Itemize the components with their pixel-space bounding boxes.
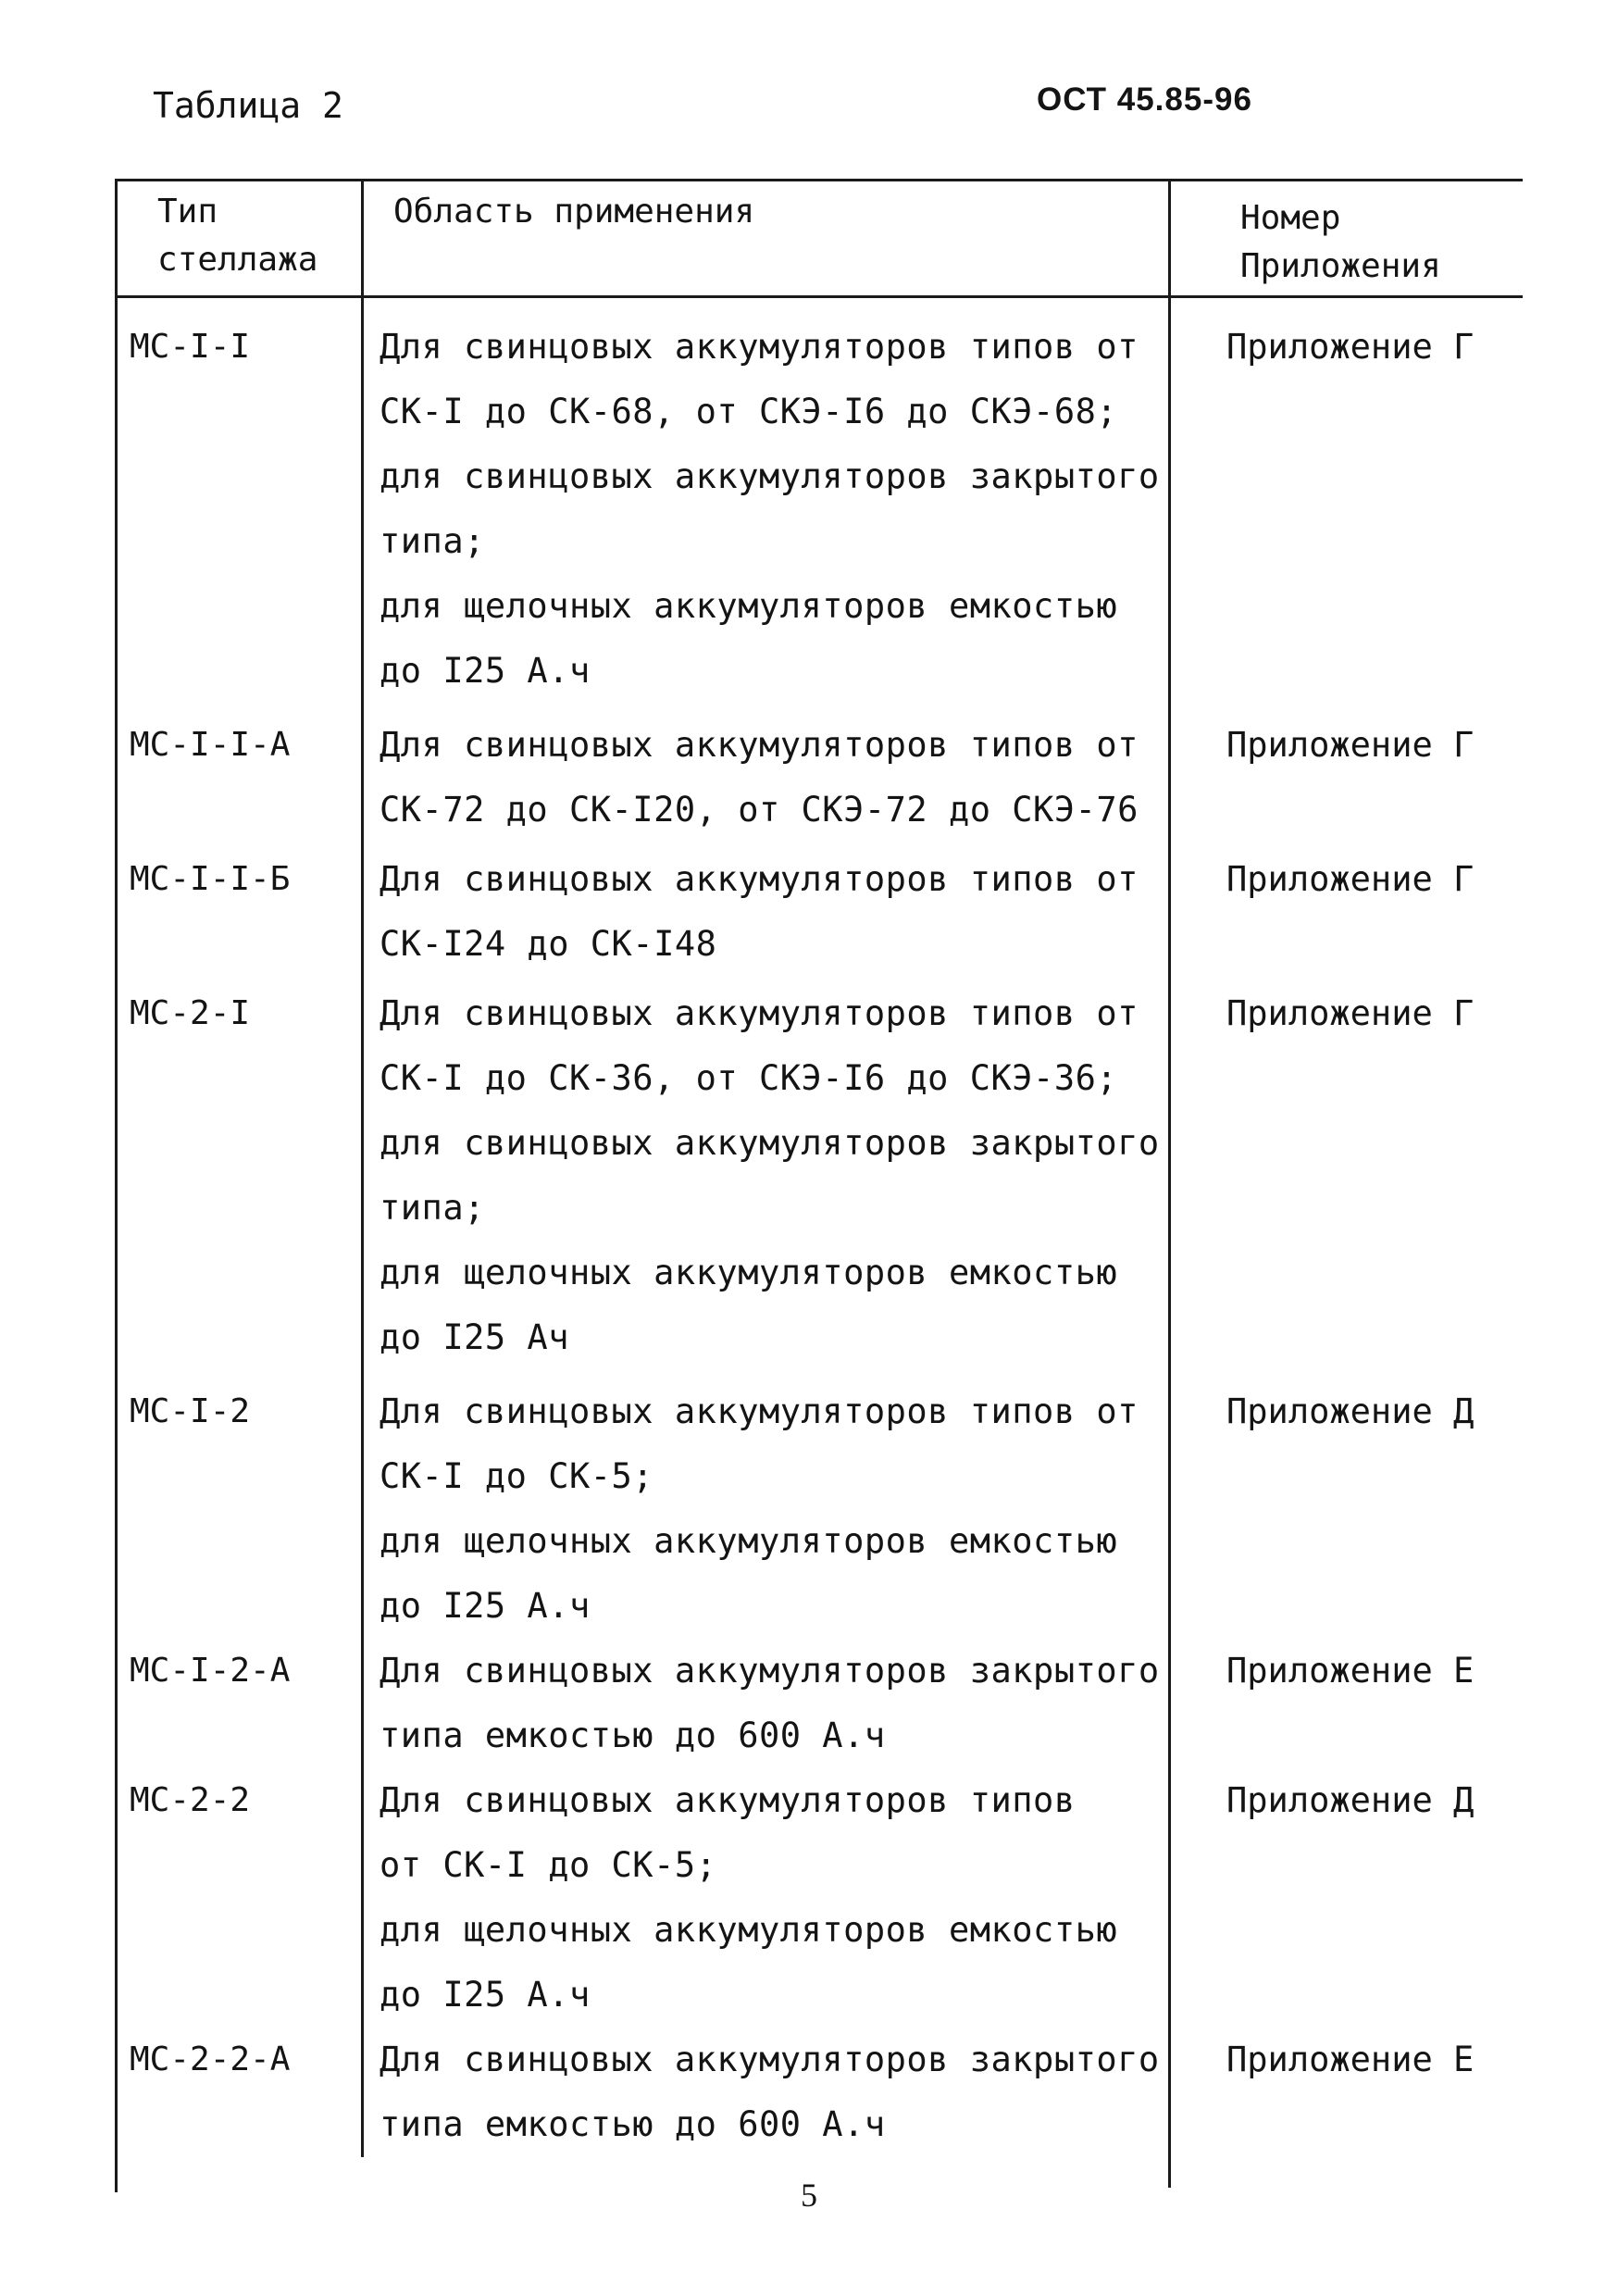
column-header-appendix: Номер Приложения <box>1240 199 1441 285</box>
table-top-rule <box>115 179 1523 181</box>
application-cell <box>380 1379 1139 1639</box>
application-line: Для свинцовых аккумуляторов закрытого <box>380 1651 1160 1691</box>
application-line: для щелочных аккумуляторов емкостью <box>380 586 1118 626</box>
application-line: для щелочных аккумуляторов емкостью <box>380 1253 1118 1292</box>
table-header-rule <box>115 295 1523 298</box>
application-line: до I25 А.ч <box>380 1975 591 2015</box>
application-line: для свинцовых аккумуляторов закрытого <box>380 1123 1160 1163</box>
application-line: Для свинцовых аккумуляторов типов от <box>380 327 1139 367</box>
appendix-cell: Приложение Г <box>1226 993 1475 1033</box>
application-line: СК-I до СК-36, от СКЭ-I6 до СКЭ-36; <box>380 1058 1118 1098</box>
application-line: Для свинцовых аккумуляторов типов от <box>380 859 1139 899</box>
rack-type-cell: МС-2-2 <box>130 1781 251 1819</box>
application-line: СК-72 до СК-I20, от СКЭ-72 до СКЭ-76 <box>380 790 1139 830</box>
appendix-cell: Приложение Г <box>1226 327 1475 367</box>
column-divider-2 <box>1168 179 1171 2188</box>
application-cell <box>380 981 1160 1370</box>
application-line: СК-I до СК-5; <box>380 1456 654 1496</box>
application-line: до I25 А.ч <box>380 1586 591 1626</box>
application-line: типа; <box>380 1188 485 1228</box>
appendix-cell: Приложение Е <box>1226 2040 1475 2079</box>
application-cell <box>380 713 1139 842</box>
application-line: для свинцовых аккумуляторов закрытого <box>380 456 1160 496</box>
application-line: до I25 А.ч <box>380 651 591 691</box>
rack-type-cell: МС-I-I-А <box>130 726 291 764</box>
table-label: Таблица 2 <box>153 85 343 126</box>
application-cell <box>380 315 1160 704</box>
rack-type-cell: МС-I-2-А <box>130 1652 291 1690</box>
application-line: для щелочных аккумуляторов емкостью <box>380 1521 1118 1561</box>
application-line: типа емкостью до 600 А.ч <box>380 2104 886 2144</box>
application-line: Для свинцовых аккумуляторов типов <box>380 1780 1076 1820</box>
application-cell <box>380 2028 1160 2157</box>
rack-type-cell: МС-I-2 <box>130 1392 251 1430</box>
application-cell <box>380 847 1139 977</box>
application-line: Для свинцовых аккумуляторов типов от <box>380 993 1139 1033</box>
appendix-cell: Приложение Е <box>1226 1651 1475 1691</box>
application-cell <box>380 1639 1160 1768</box>
rack-type-cell: МС-2-I <box>130 994 251 1032</box>
application-line: Для свинцовых аккумуляторов типов от <box>380 1391 1139 1431</box>
application-line: от СК-I до СК-5; <box>380 1845 717 1885</box>
rack-type-cell: МС-I-I <box>130 328 251 366</box>
application-cell <box>380 1768 1117 2028</box>
column-header-type: Тип стеллажа <box>157 193 318 279</box>
application-line: СК-I24 до СК-I48 <box>380 924 717 964</box>
table-left-border <box>115 179 118 2192</box>
rack-type-cell: МС-I-I-Б <box>130 860 291 898</box>
application-line: до I25 Ач <box>380 1317 569 1357</box>
application-line: СК-I до СК-68, от СКЭ-I6 до СКЭ-68; <box>380 392 1118 431</box>
column-divider-1 <box>361 179 364 2157</box>
appendix-cell: Приложение Г <box>1226 859 1475 899</box>
application-line: типа; <box>380 521 485 561</box>
rack-type-cell: МС-2-2-А <box>130 2040 291 2078</box>
appendix-cell: Приложение Д <box>1226 1780 1475 1820</box>
appendix-cell: Приложение Д <box>1226 1391 1475 1431</box>
application-line: типа емкостью до 600 А.ч <box>380 1716 886 1755</box>
column-header-application: Область применения <box>393 193 755 231</box>
document-code: ОСТ 45.85-96 <box>1037 81 1252 118</box>
appendix-cell: Приложение Г <box>1226 725 1475 765</box>
application-line: Для свинцовых аккумуляторов типов от <box>380 725 1139 765</box>
page-number: 5 <box>801 2177 817 2214</box>
application-line: для щелочных аккумуляторов емкостью <box>380 1910 1118 1950</box>
application-line: Для свинцовых аккумуляторов закрытого <box>380 2040 1160 2079</box>
